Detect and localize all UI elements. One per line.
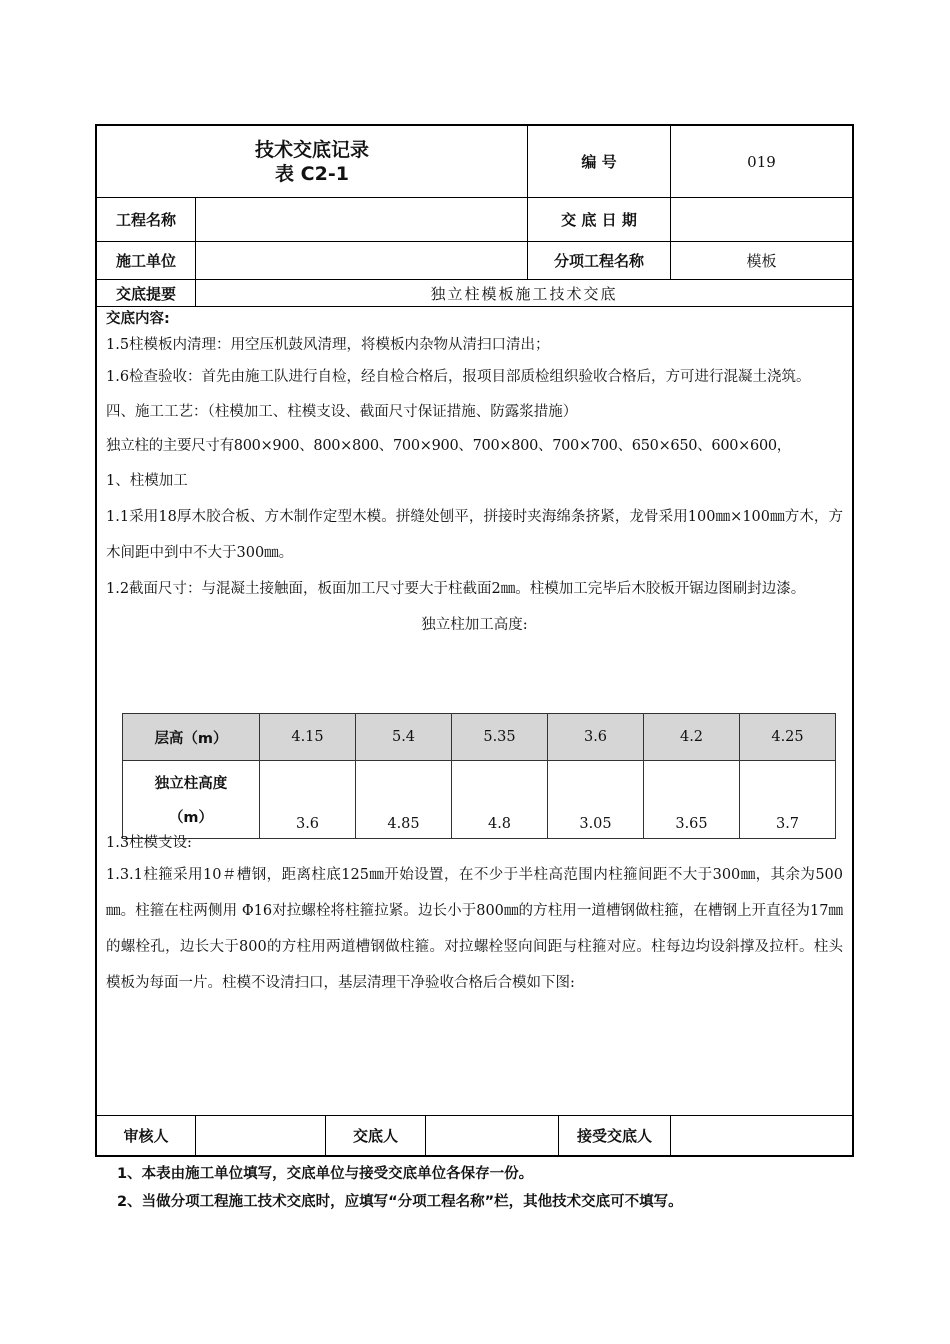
table-cell: 5.35 <box>452 714 548 761</box>
title-text: 技术交底记录 <box>254 138 369 161</box>
table-caption: 独立柱加工高度: <box>421 617 528 633</box>
table-cell: 4.15 <box>260 714 356 761</box>
sub-project-value: 模板 <box>746 252 777 270</box>
contractor-label: 施工单位 <box>115 252 176 270</box>
record-form <box>95 124 854 1157</box>
number-label: 编 号 <box>581 153 617 171</box>
height-table <box>122 713 836 839</box>
table-cell: 4.8 <box>452 761 548 839</box>
reviewer-label: 审核人 <box>123 1127 169 1145</box>
column-height-label <box>123 761 260 839</box>
paragraph: 1、柱模加工 <box>106 473 188 489</box>
summary-value: 独立柱模板施工技术交底 <box>430 284 618 303</box>
footnote: 2、当做分项工程施工技术交底时，应填写“分项工程名称”栏，其他技术交底可不填写。 <box>117 1194 683 1210</box>
table-cell: 5.4 <box>356 714 452 761</box>
paragraph: 四、施工工艺：（柱模加工、柱模支设、截面尺寸保证措施、防露浆措施） <box>106 404 578 420</box>
number-value: 019 <box>747 152 776 171</box>
paragraph: 1.6检查验收：首先由施工队进行自检，经自检合格后，报项目部质检组织验收合格后，方可进行混凝土浇筑。 <box>106 369 811 385</box>
date-value[interactable] <box>671 198 852 241</box>
paragraph: 1.1采用18厚木胶合板、方木制作定型木模。拼缝处刨平，拼接时夹海绵条挤紧，龙骨采用100㎜×100㎜方木，方木间距中到中不大于300㎜。 <box>106 509 843 561</box>
sub-project-label: 分项工程名称 <box>553 252 644 270</box>
paragraph: 1.5柱模板内清理：用空压机鼓风清理，将模板内杂物从清扫口清出； <box>106 337 550 353</box>
table-cell: 4.25 <box>740 714 836 761</box>
paragraph: 独立柱的主要尺寸有800×900、800×800、700×900、700×800、700×700、650×650、600×600， <box>106 438 792 454</box>
floor-height-label: 层高（m） <box>123 714 260 761</box>
paragraph: 1.3柱模支设: <box>106 835 192 851</box>
reviewer-value[interactable] <box>196 1116 325 1155</box>
summary-label: 交底提要 <box>115 284 176 303</box>
table-row <box>123 714 836 761</box>
presenter-label: 交底人 <box>352 1127 398 1145</box>
table-row <box>123 761 836 839</box>
content-body <box>106 307 843 643</box>
content-body-continued <box>106 829 843 1001</box>
table-cell: 3.6 <box>260 761 356 839</box>
table-cell: 4.85 <box>356 761 452 839</box>
content-label: 交底内容: <box>106 311 170 327</box>
form-title <box>97 126 527 197</box>
project-name-value[interactable] <box>196 198 527 241</box>
paragraph: 1.2截面尺寸：与混凝土接触面，板面加工尺寸要大于柱截面2㎜。柱模加工完毕后木胶板开锯边图刷封边漆。 <box>106 581 806 597</box>
table-cell: 3.6 <box>548 714 644 761</box>
footnote: 1、本表由施工单位填写，交底单位与接受交底单位各保存一份。 <box>117 1166 534 1182</box>
receiver-label: 接受交底人 <box>576 1127 652 1145</box>
table-cell: 3.05 <box>548 761 644 839</box>
presenter-value[interactable] <box>426 1116 558 1155</box>
table-cell: 3.65 <box>644 761 740 839</box>
footnotes <box>117 1160 683 1216</box>
receiver-value[interactable] <box>671 1116 852 1155</box>
form-number-text: 表 C2-1 <box>275 162 349 185</box>
contractor-value[interactable] <box>196 242 527 279</box>
project-name-label: 工程名称 <box>115 211 176 229</box>
table-cell: 4.2 <box>644 714 740 761</box>
column-height-label-line2: （m） <box>168 809 214 826</box>
table-cell: 3.7 <box>740 761 836 839</box>
column-height-label-line1: 独立柱高度 <box>154 775 228 792</box>
date-label: 交 底 日 期 <box>561 211 637 229</box>
paragraph: 1.3.1柱箍采用10＃槽钢，距离柱底125㎜开始设置，在不少于半柱高范围内柱箍间距不大于300㎜，其余为500㎜。柱箍在柱两侧用 Φ16对拉螺栓将柱箍拉紧。边长小于800㎜的方柱用一道槽钢做柱箍，在槽钢上开直径为17㎜的螺栓孔，边长大于800的方柱用两道槽钢做柱箍。对拉螺栓竖向间距与柱箍对应。柱每边均设斜撑及拉杆。柱头模板为每面一片。柱模不设清扫口，基层清理干净验收合格后合模如下图: <box>106 867 843 991</box>
